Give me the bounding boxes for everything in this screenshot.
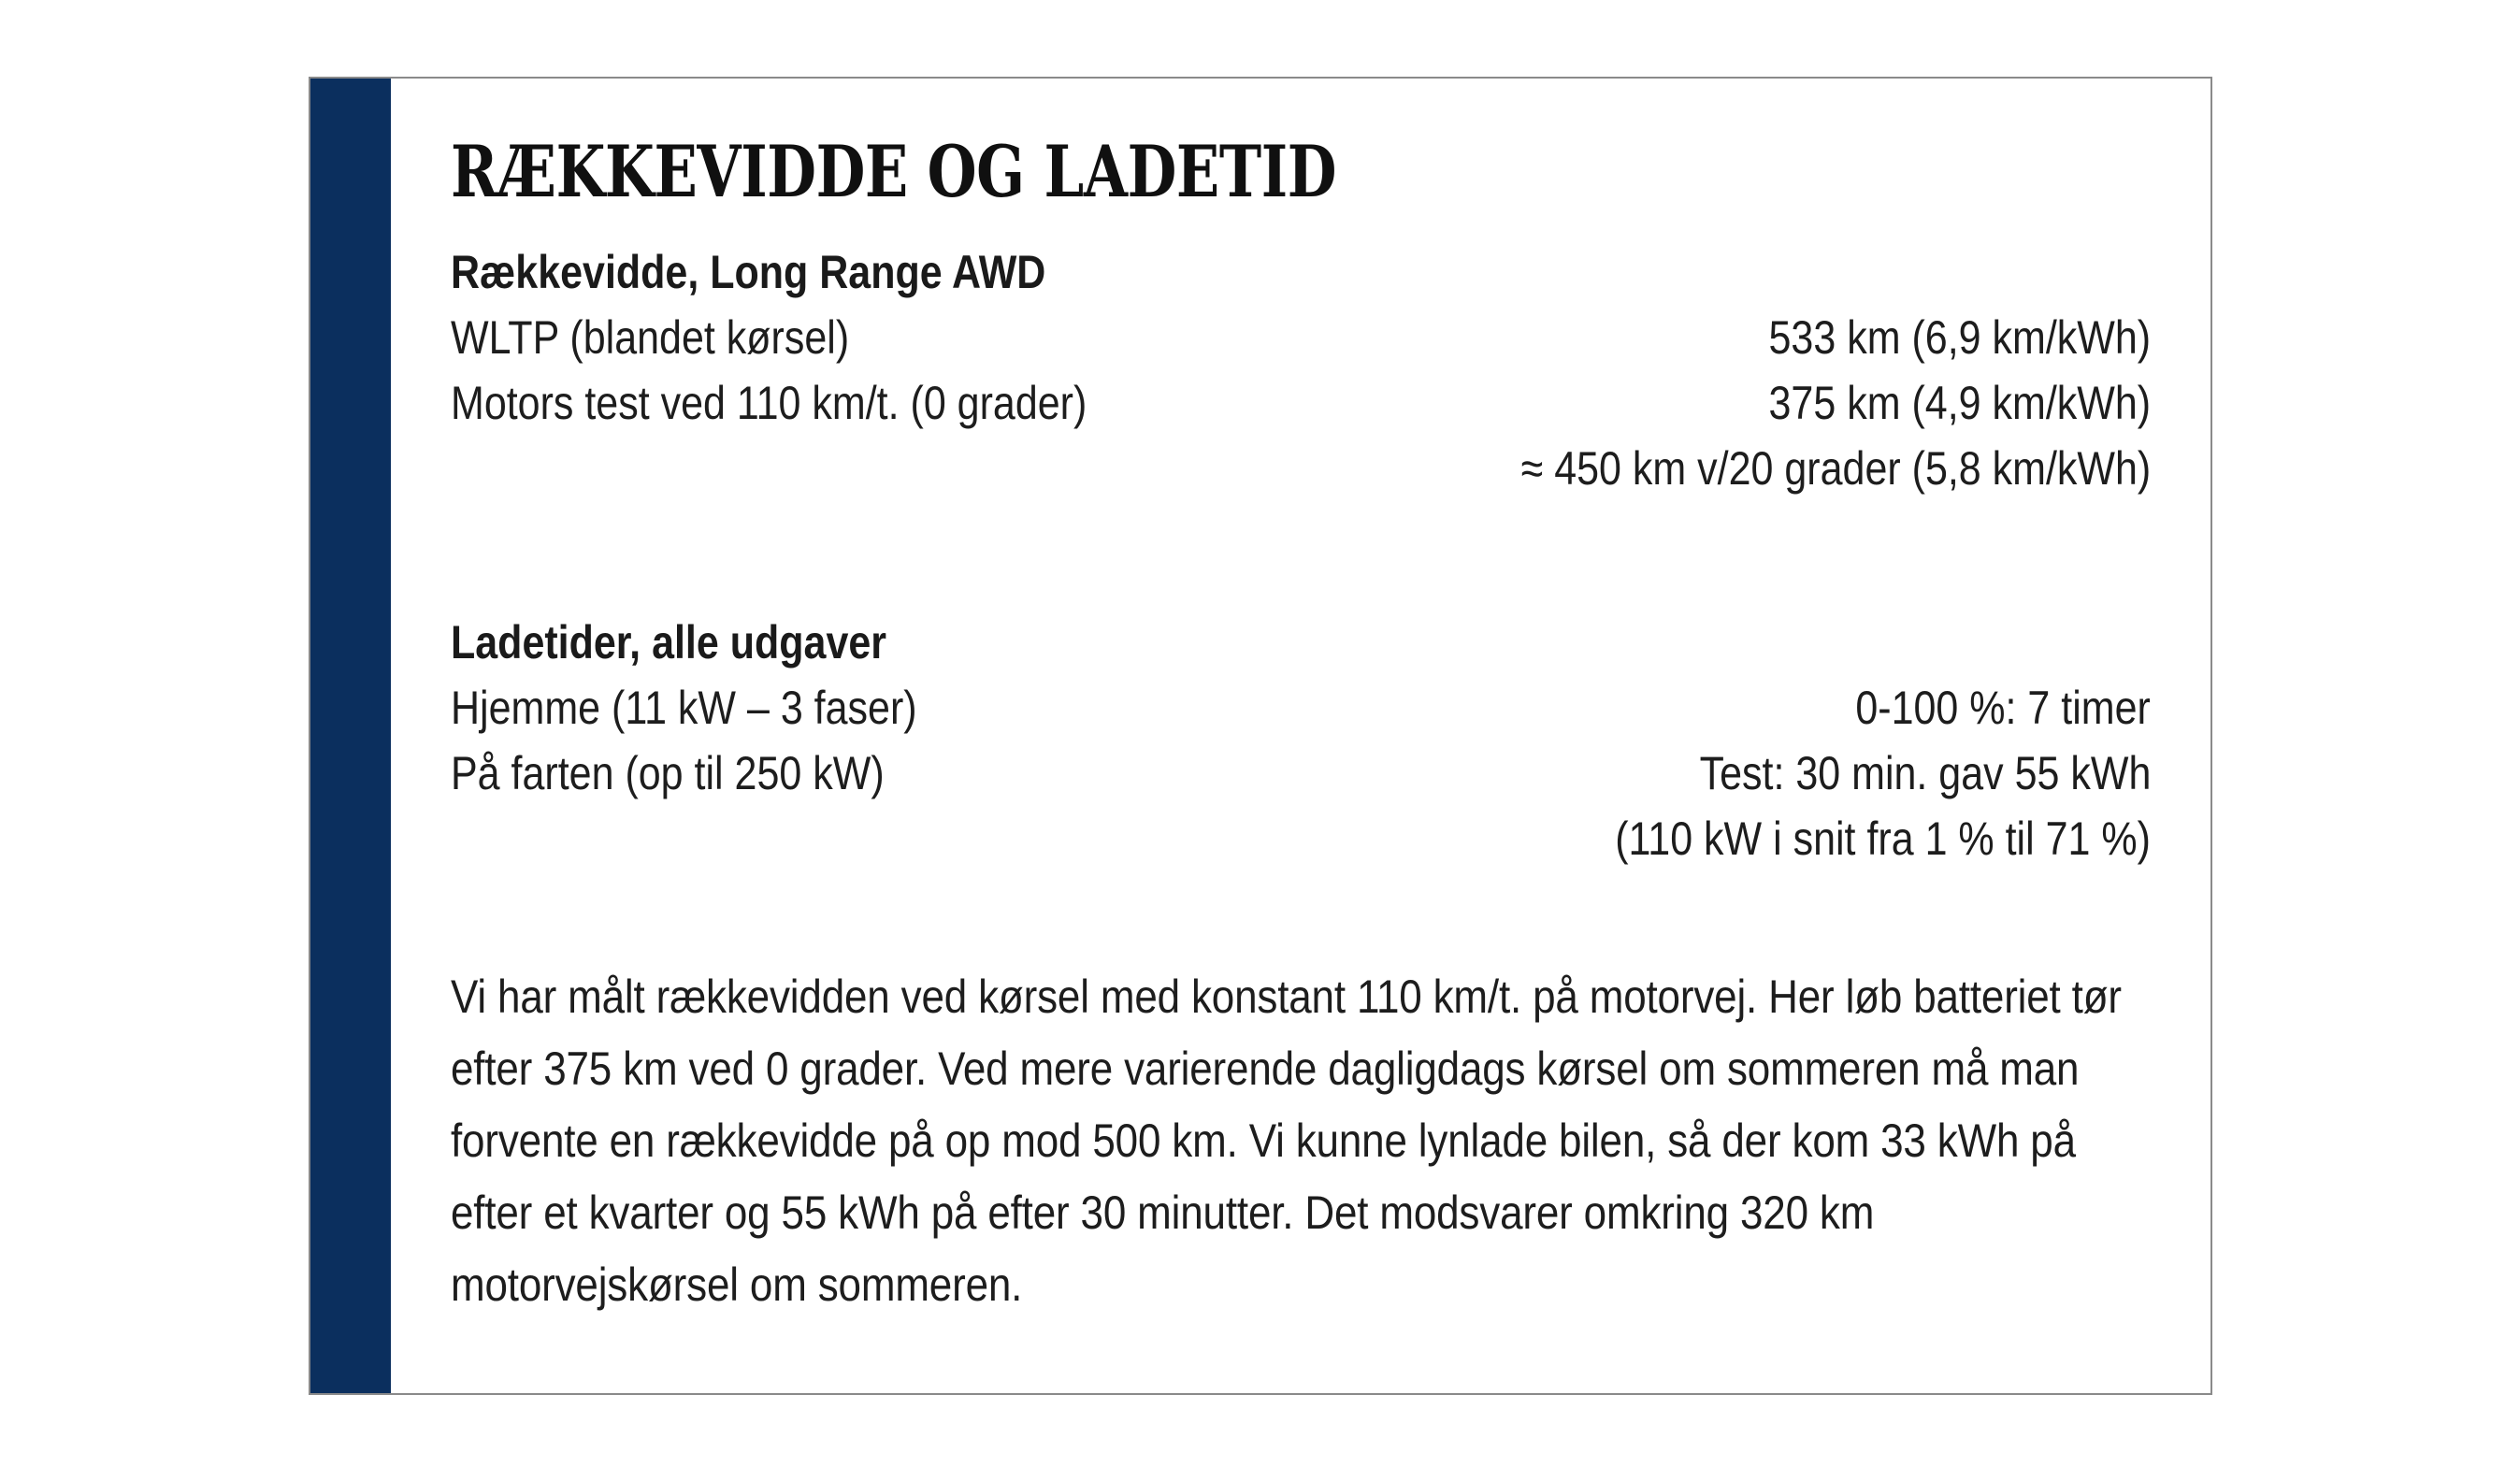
spec-row [451,806,2151,871]
spec-value: 0-100 %: 7 timer [1855,682,2151,734]
body-paragraph-text: Vi har målt rækkevidden ved kørsel med konstant 110 km/t. på motorvej. Her løb batteriet tør efter 375 km ved 0 grader. Ved mere varierende dagligdags kørsel om sommeren må man forvente en rækkevidde på op mod 500 km. Vi kunne lynlade bilen, så der kom 33 kWh på efter et kvarter og 55 kWh på efter 30 minutter. Det modsvarer omkring 320 km motorvejskørsel om sommeren. [451,971,2122,1311]
spec-row [451,436,2151,501]
rangeand-charging-factbox [309,77,2212,1395]
spec-value: 375 km (4,9 km/kWh) [1768,377,2151,429]
spec-value: ≈ 450 km v/20 grader (5,8 km/kWh) [1520,442,2151,495]
spec-row [451,370,2151,436]
body-paragraph [451,961,2124,1321]
section-range [451,239,2151,501]
section-heading-charging: Ladetider, alle udgaver [451,616,887,669]
spec-value: Test: 30 min. gav 55 kWh [1699,747,2151,799]
spec-row [451,675,2151,740]
spec-value: (110 kW i snit fra 1 % til 71 %) [1615,812,2151,865]
spec-row [451,740,2151,806]
factbox-content [391,79,2210,1393]
page-title: RÆKKEVIDDE OG LADETID [451,130,1337,213]
accent-bar [310,79,391,1393]
section-charging [451,610,2151,871]
spec-label: WLTP (blandet kørsel) [451,311,850,364]
spec-value: 533 km (6,9 km/kWh) [1768,311,2151,364]
spec-label: På farten (op til 250 kW) [451,747,885,799]
spec-label: Hjemme (11 kW – 3 faser) [451,682,917,734]
spec-label: Motors test ved 110 km/t. (0 grader) [451,377,1087,429]
spec-row [451,305,2151,370]
section-heading-range: Rækkevidde, Long Range AWD [451,246,1046,298]
section-divider-space [451,501,2151,610]
